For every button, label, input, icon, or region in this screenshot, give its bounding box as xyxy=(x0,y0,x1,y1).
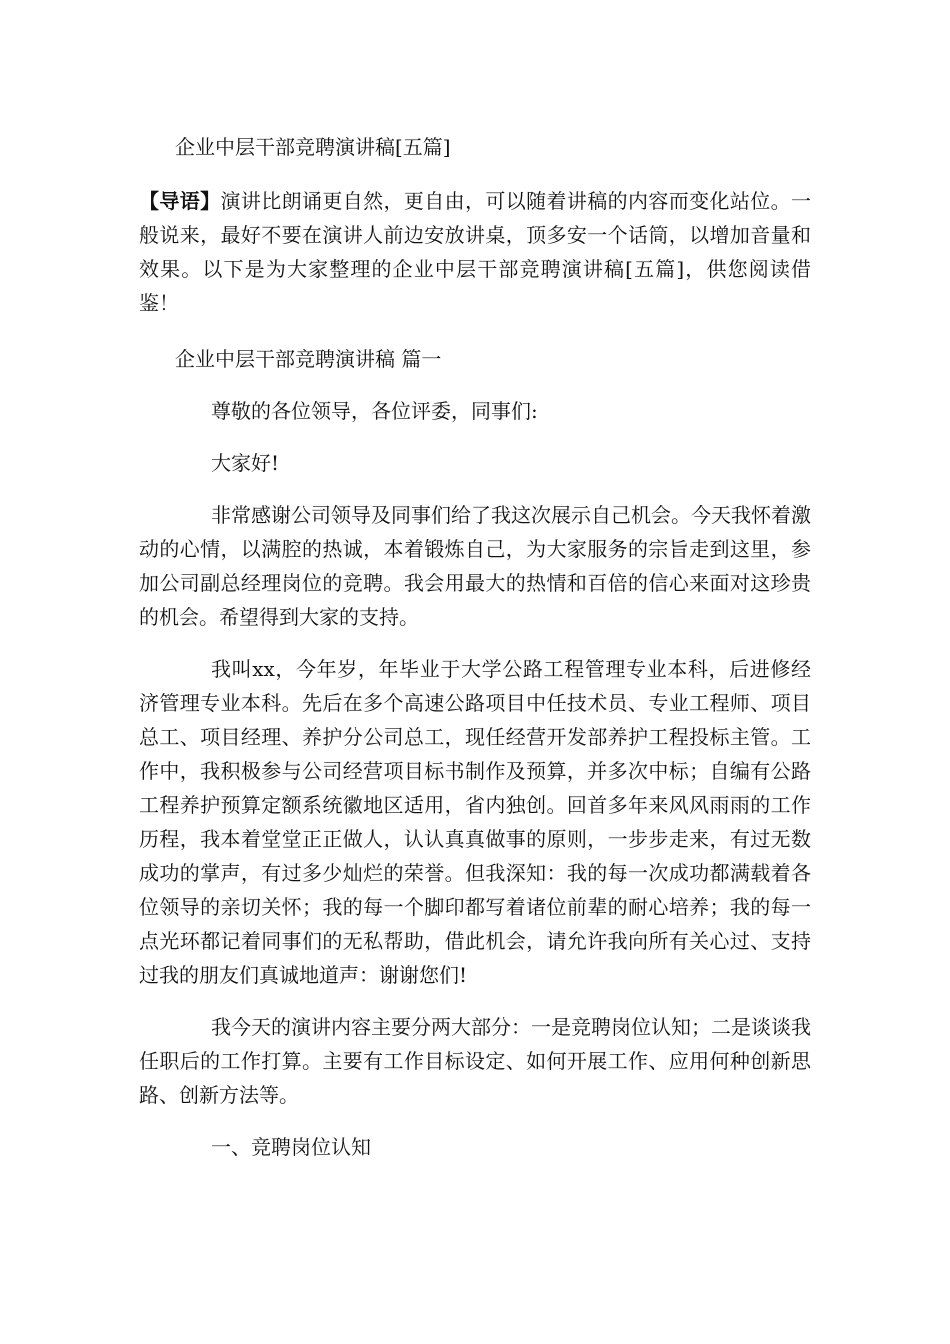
salutation: 尊敬的各位领导，各位评委，同事们: xyxy=(211,399,538,423)
intro-label: 【导语】 xyxy=(139,189,221,213)
document-title: 企业中层干部竞聘演讲稿[五篇] xyxy=(175,135,451,159)
subheading: 一、竞聘岗位认知 xyxy=(211,1135,371,1159)
greeting: 大家好! xyxy=(211,451,280,475)
intro-paragraph xyxy=(139,184,811,320)
body-paragraph-3: 我今天的演讲内容主要分两大部分：一是竞聘岗位认知；二是谈谈我任职后的工作打算。主要有工作目标设定、如何开展工作、应用何种创新思路、创新方法等。 xyxy=(139,1015,811,1107)
body-paragraph-1: 非常感谢公司领导及同事们给了我这次展示自己机会。今天我怀着激动的心情，以满腔的热诚，本着锻炼自己，为大家服务的宗旨走到这里，参加公司副总经理岗位的竞聘。我会用最大的热情和百倍的信心来面对这珍贵的机会。希望得到大家的支持。 xyxy=(139,503,811,629)
body-paragraph-2: 我叫xx，今年岁，年毕业于大学公路工程管理专业本科，后进修经济管理专业本科。先后在多个高速公路项目中任技术员、专业工程师、项目总工、项目经理、养护分公司总工，现任经营开发部养护工程投标主管。工作中，我积极参与公司经营项目标书制作及预算，并多次中标；自编有公路工程养护预算定额系统徽地区适用，省内独创。回首多年来风风雨雨的工作历程，我本着堂堂正正做人，认认真真做事的原则，一步步走来，有过无数成功的掌声，有过多少灿烂的荣誉。但我深知：我的每一次成功都满载着各位领导的亲切关怀；我的每一个脚印都写着诸位前辈的耐心培养；我的每一点光环都记着同事们的无私帮助，借此机会，请允许我向所有关心过、支持过我的朋友们真诚地道声：谢谢您们! xyxy=(139,657,811,987)
section-heading: 企业中层干部竞聘演讲稿 篇一 xyxy=(175,347,442,371)
intro-text: 演讲比朗诵更自然，更自由，可以随着讲稿的内容而变化站位。一般说来，最好不要在演讲人前边安放讲桌，顶多安一个话筒，以增加音量和效果。以下是为大家整理的企业中层干部竞聘演讲稿[五篇]，供您阅读借鉴！ xyxy=(139,189,811,315)
document-body xyxy=(139,130,811,1164)
